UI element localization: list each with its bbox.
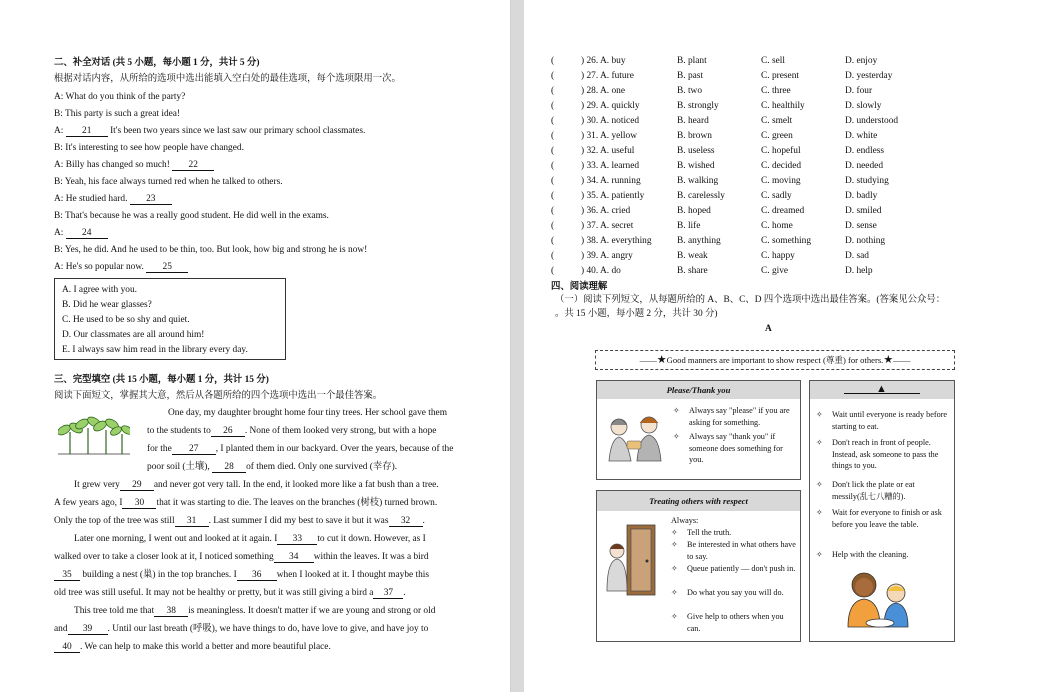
bullet-text: Do what you say you will do. bbox=[687, 588, 784, 597]
bullet-text: Always say "please" if you are asking for something. bbox=[689, 406, 790, 427]
option-c: C. healthily bbox=[761, 101, 805, 111]
treating-others-panel bbox=[596, 490, 801, 642]
cloze-line bbox=[147, 461, 397, 473]
cloze-text: when I looked at it. I thought maybe this bbox=[276, 570, 430, 580]
answer-paren: ( bbox=[551, 86, 555, 96]
manners-banner bbox=[595, 350, 955, 370]
answer-paren: ( bbox=[551, 116, 555, 126]
option-b: B. past bbox=[677, 71, 704, 81]
bullet-text: Don't reach in front of people. Instead, ask someone to pass the things to you. bbox=[832, 438, 939, 470]
option-b: B. weak bbox=[677, 251, 708, 261]
cloze-text: This tree told me that bbox=[74, 606, 155, 616]
answer-paren: ( bbox=[551, 71, 555, 81]
dash-right: —— bbox=[893, 355, 911, 365]
blank-21: 21 bbox=[66, 126, 108, 137]
answer-paren: ( bbox=[551, 251, 555, 261]
cloze-line bbox=[54, 497, 437, 509]
option-c: C. three bbox=[761, 86, 791, 96]
triangle-icon: ▲ bbox=[876, 383, 887, 395]
cloze-text: It grew very bbox=[74, 480, 120, 490]
answer-paren: ( bbox=[551, 146, 555, 156]
dialogue-line-21 bbox=[54, 125, 365, 137]
bullet-text: Tell the truth. bbox=[687, 528, 732, 537]
option-b: B. hoped bbox=[677, 206, 711, 216]
diamond-star-icon: ✧ bbox=[671, 528, 678, 537]
option-d: D. help bbox=[845, 266, 873, 276]
section3-instruction: 阅读下面短文，掌握其大意，然后从各题所给的四个选项中选出一个最佳答案。 bbox=[54, 391, 383, 401]
children-sharing-illustration bbox=[603, 411, 665, 463]
blank-35: 35 bbox=[54, 570, 80, 581]
answer-paren: ( bbox=[551, 236, 555, 246]
blank-23: 23 bbox=[130, 194, 172, 205]
blank-27: 27 bbox=[172, 444, 216, 455]
cloze-line bbox=[74, 479, 439, 491]
blank-39: 39 bbox=[68, 624, 108, 635]
option-c: C. green bbox=[761, 131, 793, 141]
blank-22: 22 bbox=[172, 160, 214, 171]
bullet-text: Always say "thank you" if someone does something for you. bbox=[689, 432, 783, 464]
section3-heading: 三、完型填空 (共 15 小题，每小题 1 分，共计 15 分) bbox=[54, 375, 269, 385]
option-c: C. happy bbox=[761, 251, 795, 261]
blank-32: 32 bbox=[389, 516, 423, 527]
option-a: ) 38. A. everything bbox=[581, 236, 652, 246]
dialogue-line: B: This party is such a great idea! bbox=[54, 109, 181, 119]
always-lead: Always: bbox=[671, 516, 699, 525]
passage-label: A bbox=[765, 324, 772, 334]
diamond-star-icon: ✧ bbox=[816, 508, 823, 517]
answer-paren: ( bbox=[551, 161, 555, 171]
option-a: ) 36. A. cried bbox=[581, 206, 631, 216]
question-row bbox=[551, 131, 951, 146]
cloze-text: walked over to take a closer look at it, I noticed something bbox=[54, 552, 274, 562]
blank-29: 29 bbox=[120, 480, 154, 491]
option-b: B. plant bbox=[677, 56, 707, 66]
dash-left: —— bbox=[639, 355, 657, 365]
cloze-text: old tree was still useful. It may not be healthy or pretty, but it was still giving a bird a bbox=[54, 588, 374, 598]
banner-text: Good manners are important to show respect (尊重) for others. bbox=[666, 355, 884, 365]
option-a: ) 33. A. learned bbox=[581, 161, 640, 171]
cloze-line bbox=[54, 551, 429, 563]
dialogue-line: A: What do you think of the party? bbox=[54, 92, 186, 102]
dialogue-text: A: He's so popular now. bbox=[54, 262, 147, 272]
dialogue-speaker: A: bbox=[54, 228, 66, 238]
cloze-text: Later one morning, I went out and looked at it again. I bbox=[74, 534, 278, 544]
diamond-star-icon: ✧ bbox=[671, 612, 678, 621]
cloze-text: of them died. Only one survived (幸存). bbox=[246, 462, 398, 472]
bullet-text: Wait until everyone is ready before starting to eat. bbox=[832, 410, 948, 431]
panel-title-blank bbox=[810, 381, 954, 399]
cloze-text: , I planted them in our backyard. Over the years, because of the bbox=[215, 444, 454, 454]
question-row bbox=[551, 146, 951, 161]
diamond-star-icon: ✧ bbox=[816, 480, 823, 489]
cloze-line bbox=[74, 533, 426, 545]
dialogue-line-24 bbox=[54, 227, 108, 239]
blank-38: 38 bbox=[154, 606, 188, 617]
cloze-line bbox=[54, 587, 406, 599]
option-a: ) 39. A. angry bbox=[581, 251, 633, 261]
option-b: B. strongly bbox=[677, 101, 719, 111]
question-row bbox=[551, 221, 951, 236]
cloze-text: . None of them looked very strong, but with a hope bbox=[244, 426, 437, 436]
blank-24: 24 bbox=[66, 228, 108, 239]
child-at-door-illustration bbox=[601, 521, 659, 599]
bullet-text: Queue patiently — don't push in. bbox=[687, 564, 796, 573]
diamond-star-icon: ✧ bbox=[673, 406, 680, 415]
option-d: D. white bbox=[845, 131, 878, 141]
answer-paren: ( bbox=[551, 206, 555, 216]
cloze-line bbox=[54, 623, 428, 635]
bullet-text: Wait for everyone to finish or ask before you leave the table. bbox=[832, 508, 942, 529]
question-row bbox=[551, 236, 951, 251]
bullet-text: Give help to others when you can. bbox=[687, 612, 784, 633]
option-c: C. home bbox=[761, 221, 793, 231]
section2-heading: 二、补全对话 (共 5 小题，每小题 1 分，共计 5 分) bbox=[54, 58, 260, 68]
cloze-text: to cut it down. However, as I bbox=[317, 534, 426, 544]
option-d: D. understood bbox=[845, 116, 899, 126]
option-d: D. badly bbox=[845, 191, 878, 201]
answer-paren: ( bbox=[551, 221, 555, 231]
option-d: D. studying bbox=[845, 176, 889, 186]
option-item: B. Did he wear glasses? bbox=[62, 300, 152, 310]
blank-28: 28 bbox=[212, 462, 246, 473]
dialogue-text: A: He studied hard. bbox=[54, 194, 130, 204]
cloze-line bbox=[54, 641, 331, 653]
diamond-star-icon: ✧ bbox=[671, 540, 678, 549]
option-a: ) 29. A. quickly bbox=[581, 101, 640, 111]
cloze-line bbox=[147, 443, 453, 455]
cloze-line bbox=[54, 515, 425, 527]
blank-33: 33 bbox=[277, 534, 317, 545]
cloze-text: . bbox=[422, 516, 425, 526]
option-a: ) 37. A. secret bbox=[581, 221, 634, 231]
dialogue-line: B: That's because he was a really good student. He did well in the exams. bbox=[54, 211, 329, 221]
please-thankyou-panel bbox=[596, 380, 801, 480]
option-c: C. moving bbox=[761, 176, 801, 186]
dialogue-line-23 bbox=[54, 193, 172, 205]
panel-title: Treating others with respect bbox=[597, 491, 800, 511]
question-row bbox=[551, 251, 951, 266]
question-row bbox=[551, 161, 951, 176]
option-b: B. brown bbox=[677, 131, 712, 141]
cloze-text: and bbox=[54, 624, 68, 634]
option-b: B. carelessly bbox=[677, 191, 725, 201]
dialogue-speaker: A: bbox=[54, 126, 66, 136]
diamond-star-icon: ✧ bbox=[816, 550, 823, 559]
option-d: D. nothing bbox=[845, 236, 886, 246]
option-a: ) 30. A. noticed bbox=[581, 116, 640, 126]
option-d: D. needed bbox=[845, 161, 884, 171]
question-row bbox=[551, 71, 951, 86]
star-icon: ★ bbox=[656, 354, 667, 366]
option-b: B. walking bbox=[677, 176, 719, 186]
option-c: C. present bbox=[761, 71, 800, 81]
option-a: ) 26. A. buy bbox=[581, 56, 626, 66]
question-row bbox=[551, 191, 951, 206]
cloze-text: poor soil (土壤), bbox=[147, 462, 213, 472]
question-row bbox=[551, 86, 951, 101]
cloze-text: . We can help to make this world a better and more beautiful place. bbox=[80, 642, 331, 652]
option-d: D. sense bbox=[845, 221, 877, 231]
option-b: B. useless bbox=[677, 146, 715, 156]
option-a: ) 32. A. useful bbox=[581, 146, 635, 156]
answer-paren: ( bbox=[551, 176, 555, 186]
question-row bbox=[551, 116, 951, 131]
panel-title: Please/Thank you bbox=[597, 381, 800, 399]
answer-paren: ( bbox=[551, 131, 555, 141]
option-d: D. sad bbox=[845, 251, 869, 261]
dialogue-text: It's been two years since we last saw our primary school classmates. bbox=[107, 126, 366, 136]
cloze-line bbox=[147, 425, 436, 437]
bullet-text: Help with the cleaning. bbox=[832, 550, 909, 559]
diamond-star-icon: ✧ bbox=[673, 432, 680, 441]
star-icon: ★ bbox=[883, 354, 894, 366]
question-row bbox=[551, 266, 951, 281]
option-b: B. wished bbox=[677, 161, 715, 171]
option-a: ) 40. A. do bbox=[581, 266, 621, 276]
option-c: C. dreamed bbox=[761, 206, 805, 216]
cloze-text: to the students to bbox=[147, 426, 211, 436]
option-c: C. something bbox=[761, 236, 812, 246]
option-d: D. yesterday bbox=[845, 71, 893, 81]
section4-heading: 四、阅读理解 bbox=[551, 282, 608, 292]
blank-26: 26 bbox=[211, 426, 245, 437]
option-b: B. anything bbox=[677, 236, 721, 246]
diamond-star-icon: ✧ bbox=[671, 564, 678, 573]
cloze-line bbox=[54, 569, 429, 581]
cloze-text: is meaningless. It doesn't matter if we are young and strong or old bbox=[188, 606, 436, 616]
option-d: D. enjoy bbox=[845, 56, 878, 66]
cloze-text: Only the top of the tree was still bbox=[54, 516, 175, 526]
option-d: D. endless bbox=[845, 146, 885, 156]
blank-40: 40 bbox=[54, 642, 80, 653]
cloze-text: within the leaves. It was a bird bbox=[313, 552, 429, 562]
dialogue-line: B: Yeah, his face always turned red when he talked to others. bbox=[54, 177, 283, 187]
diamond-star-icon: ✧ bbox=[816, 410, 823, 419]
table-manners-panel bbox=[809, 380, 955, 642]
diamond-star-icon: ✧ bbox=[816, 438, 823, 447]
option-a: ) 35. A. patiently bbox=[581, 191, 645, 201]
answer-paren: ( bbox=[551, 191, 555, 201]
section4-instruction: 。共 15 小题，每小题 2 分，共计 30 分) bbox=[555, 309, 718, 319]
option-item: E. I always saw him read in the library every day. bbox=[62, 345, 248, 355]
answer-paren: ( bbox=[551, 56, 555, 66]
option-c: C. give bbox=[761, 266, 789, 276]
option-d: D. smiled bbox=[845, 206, 882, 216]
dialogue-text: A: Billy has changed so much! bbox=[54, 160, 173, 170]
tree-seedlings-illustration bbox=[58, 410, 130, 456]
option-a: ) 31. A. yellow bbox=[581, 131, 637, 141]
answer-paren: ( bbox=[551, 101, 555, 111]
bullet-text: Don't lick the plate or eat messily(乱七八糟的). bbox=[832, 480, 915, 501]
option-d: D. four bbox=[845, 86, 873, 96]
blank-36: 36 bbox=[237, 570, 277, 581]
option-c: C. decided bbox=[761, 161, 802, 171]
option-b: B. two bbox=[677, 86, 703, 96]
cloze-line: One day, my daughter brought home four tiny trees. Her school gave them bbox=[168, 408, 448, 418]
question-row bbox=[551, 56, 951, 71]
option-item: D. Our classmates are all around him! bbox=[62, 330, 205, 340]
blank-31: 31 bbox=[175, 516, 209, 527]
title-blank bbox=[844, 381, 920, 394]
cloze-text: . Until our last breath (呼吸), we have things to do, have love to give, and have joy to bbox=[107, 624, 429, 634]
option-item: A. I agree with you. bbox=[62, 285, 137, 295]
option-a: ) 27. A. future bbox=[581, 71, 634, 81]
option-b: B. share bbox=[677, 266, 708, 276]
option-d: D. slowly bbox=[845, 101, 882, 111]
blank-34: 34 bbox=[274, 552, 314, 563]
option-b: B. life bbox=[677, 221, 701, 231]
diamond-star-icon: ✧ bbox=[671, 588, 678, 597]
section2-instruction: 根据对话内容，从所给的选项中选出能填入空白处的最佳选项，每个选项限用一次。 bbox=[54, 74, 401, 84]
blank-25: 25 bbox=[146, 262, 188, 273]
cloze-text: building a nest (巢) in the top branches. I bbox=[80, 570, 237, 580]
cloze-text: . bbox=[403, 588, 406, 598]
question-row bbox=[551, 206, 951, 221]
option-a: ) 34. A. running bbox=[581, 176, 641, 186]
question-row bbox=[551, 176, 951, 191]
dialogue-line-25 bbox=[54, 261, 188, 273]
cloze-line bbox=[74, 605, 435, 617]
cloze-text: for the bbox=[147, 444, 172, 454]
option-b: B. heard bbox=[677, 116, 709, 126]
option-c: C. sadly bbox=[761, 191, 792, 201]
cloze-text: and never got very tall. In the end, it looked more like a fat bush than a tree. bbox=[153, 480, 439, 490]
cloze-text: . Last summer I did my best to save it but it was bbox=[208, 516, 389, 526]
option-c: C. sell bbox=[761, 56, 785, 66]
cloze-text: that it was starting to die. The leaves on the branches (树枝) turned brown. bbox=[156, 498, 438, 508]
dialogue-line: B: Yes, he did. And he used to be thin, too. But look, how big and strong he is now! bbox=[54, 245, 368, 255]
options-box bbox=[54, 278, 286, 360]
children-eating-illustration bbox=[840, 567, 920, 629]
section4-instruction: （一）阅读下列短文，从每题所给的 A、B、C、D 四个选项中选出最佳答案。(答案见公众号： bbox=[555, 295, 946, 305]
dialogue-line-22 bbox=[54, 159, 214, 171]
option-c: C. hopeful bbox=[761, 146, 801, 156]
option-a: ) 28. A. one bbox=[581, 86, 626, 96]
bullet-text: Be interested in what others have to say. bbox=[687, 540, 796, 561]
blank-30: 30 bbox=[122, 498, 156, 509]
option-item: C. He used to be so shy and quiet. bbox=[62, 315, 190, 325]
option-c: C. smelt bbox=[761, 116, 793, 126]
blank-37: 37 bbox=[373, 588, 403, 599]
cloze-text: A few years ago, I bbox=[54, 498, 123, 508]
answer-paren: ( bbox=[551, 266, 555, 276]
question-row bbox=[551, 101, 951, 116]
dialogue-line: B: It's interesting to see how people have changed. bbox=[54, 143, 244, 153]
